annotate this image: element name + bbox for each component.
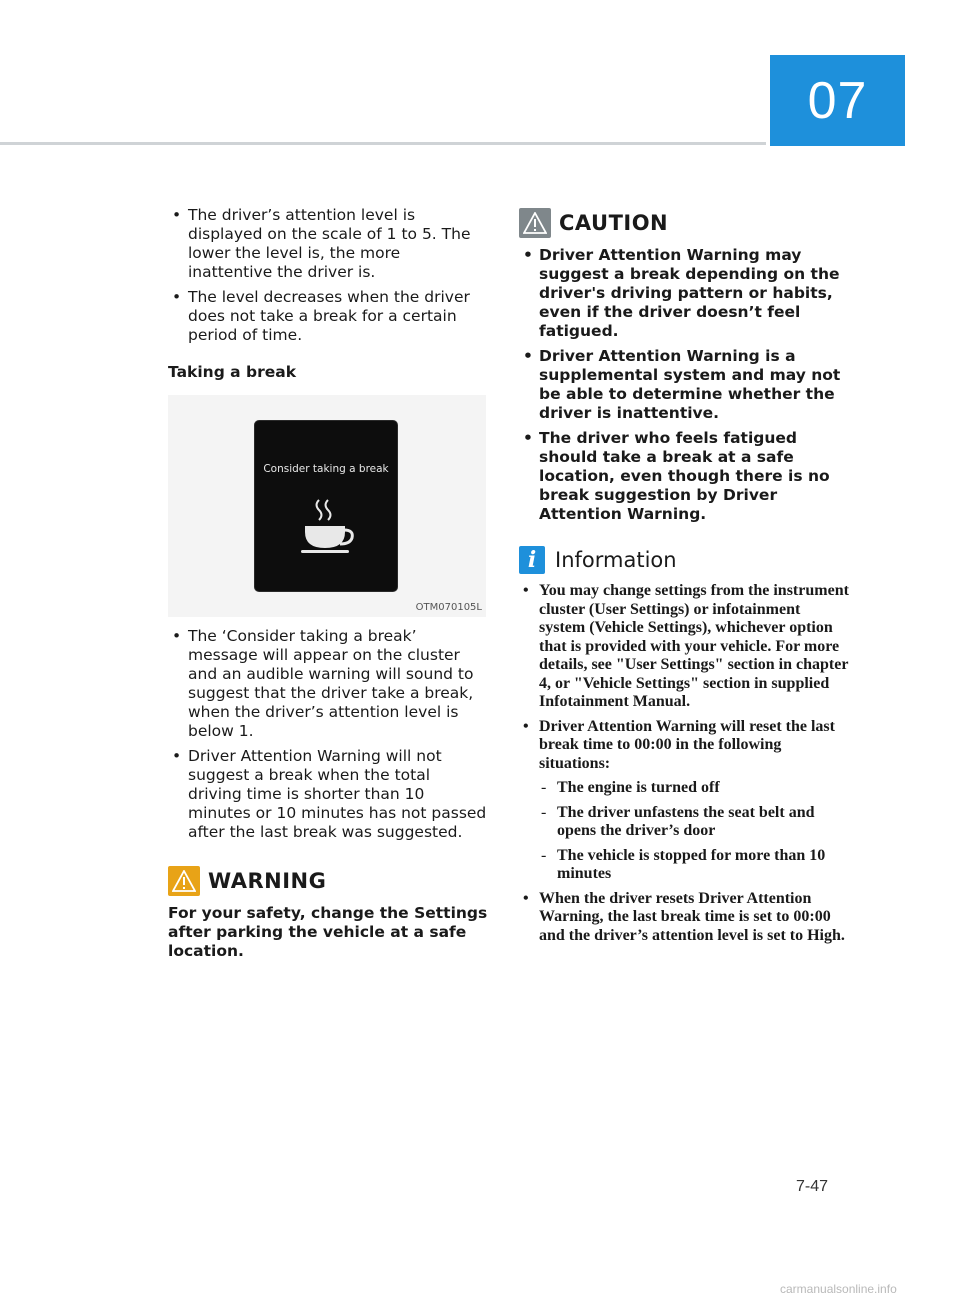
caution-icon (519, 208, 551, 238)
watermark: carmanualsonline.info (780, 1282, 897, 1296)
list-item (519, 718, 849, 884)
break-suggestion-list (168, 627, 488, 842)
list-item-text: Driver Attention Warning will reset the last break time to 00:00 in the following situations: (539, 717, 835, 772)
information-list (519, 582, 849, 945)
list-item: • When the driver resets Driver Attention Warning, the last break time is set to 00:00 and the driver’s attention level is set to High. (519, 890, 849, 946)
information-title: Information (555, 548, 677, 572)
info-icon: i (519, 546, 545, 574)
sub-list-item: - The engine is turned off (539, 779, 849, 798)
attention-level-list (168, 206, 488, 345)
left-column (168, 206, 488, 961)
list-item: • Driver Attention Warning may suggest a break depending on the driver's driving pattern or habits, even if the driver doesn’t feel fatigued. (519, 246, 849, 341)
warning-header (168, 866, 488, 896)
list-item: • Driver Attention Warning is a supplemental system and may not be able to determine whether the driver is inattentive. (519, 347, 849, 423)
list-item: • You may change settings from the instrument cluster (User Settings) or infotainment system (Vehicle Settings), whichever option that is provided with your vehicle. For more details, see "User Settings" section in chapter 4, or "Vehicle Settings" section in supplied Infotainment Manual. (519, 582, 849, 712)
reset-situations-list (539, 779, 849, 884)
list-item: • Driver Attention Warning will not suggest a break when the total driving time is shorter than 10 minutes or 10 minutes has not passed after the last break was suggested. (168, 747, 488, 842)
chapter-tab: 07 (770, 55, 905, 146)
section-heading: Taking a break (168, 363, 297, 381)
information-header (519, 546, 849, 574)
header-rule (0, 142, 766, 145)
warning-title: WARNING (208, 869, 327, 893)
list-item: • The driver who feels fatigued should take a break at a safe location, even though there is no break suggestion by Driver Attention Warning. (519, 429, 849, 524)
cluster-screen (255, 421, 397, 591)
caution-title: CAUTION (559, 211, 669, 235)
figure-code: OTM070105L (415, 602, 482, 613)
coffee-cup-icon (295, 496, 357, 556)
screen-message: Consider taking a break (263, 463, 389, 475)
cluster-figure (168, 395, 486, 617)
sub-list-item: - The vehicle is stopped for more than 10 minutes (539, 847, 849, 884)
warning-body: For your safety, change the Settings after parking the vehicle at a safe location. (168, 904, 488, 960)
page-number: 7-47 (796, 1178, 829, 1195)
list-item: • The level decreases when the driver does not take a break for a certain period of time. (168, 288, 488, 345)
right-column (519, 206, 849, 951)
list-item: • The driver’s attention level is displayed on the scale of 1 to 5. The lower the level is, the more inattentive the driver is. (168, 206, 488, 282)
warning-icon (168, 866, 200, 896)
list-item: • The ‘Consider taking a break’ message will appear on the cluster and an audible warning will sound to suggest that the driver take a break, when the driver’s attention level is below 1. (168, 627, 488, 741)
sub-list-item: - The driver unfastens the seat belt and opens the driver’s door (539, 804, 849, 841)
caution-header (519, 208, 849, 238)
caution-list (519, 246, 849, 524)
